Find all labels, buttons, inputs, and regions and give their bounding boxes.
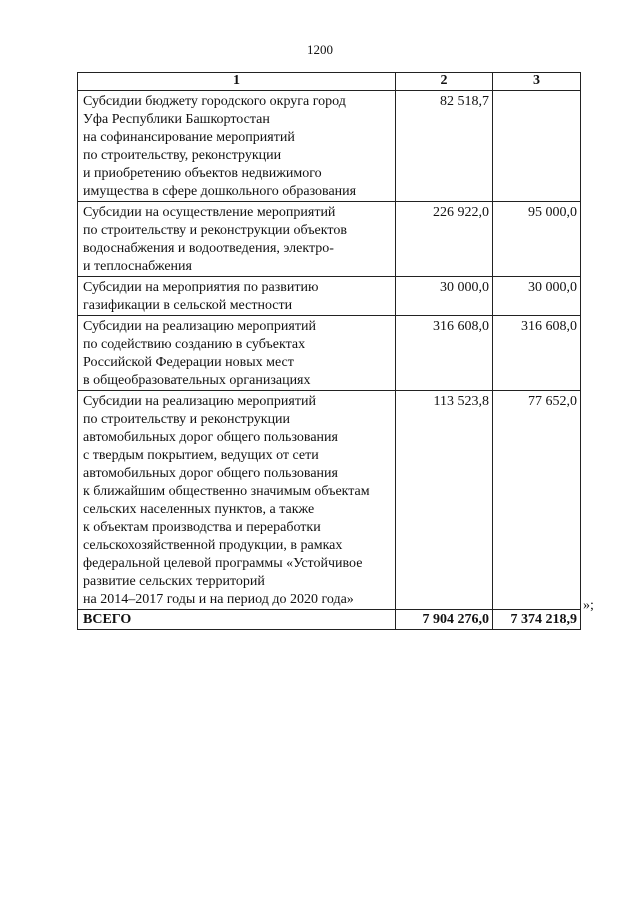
table-row	[78, 391, 581, 610]
row-value-col3	[493, 91, 581, 202]
row-description: Субсидии на реализацию мероприятий по содействию созданию в субъектах Российской Федерации новых мест в общеобразовательных организациях	[78, 316, 396, 391]
row-value-col2: 226 922,0	[396, 202, 493, 277]
table-row	[78, 202, 581, 277]
row-description: Субсидии на реализацию мероприятий по строительству и реконструкции автомобильных дорог общего пользования с твердым покрытием, ведущих от сети автомобильных дорог общего пользования к ближайшим общественно значимым объектам сельских населенных пунктов, а также к объектам производства и переработки сельскохозяйственной продукции, в рамках федеральной целевой программы «Устойчивое развитие сельских территорий на 2014–2017 годы и на период до 2020 года»	[78, 391, 396, 610]
page-number: 1200	[307, 42, 333, 57]
row-value-col3: 77 652,0	[493, 391, 581, 610]
table-row	[78, 91, 581, 202]
row-value-col3: 30 000,0	[493, 277, 581, 316]
subsidies-table	[77, 72, 581, 630]
total-value-col3: 7 374 218,9	[493, 610, 581, 630]
row-value-col2: 82 518,7	[396, 91, 493, 202]
header-col-1: 1	[78, 73, 396, 91]
row-description: Субсидии на осуществление мероприятий по строительству и реконструкции объектов водоснабжения и водоотведения, электро- и теплоснабжения	[78, 202, 396, 277]
row-description: Субсидии бюджету городского округа город Уфа Республики Башкортостан на софинансирование мероприятий по строительству, реконструкции и приобретению объектов недвижимого имущества в сфере дошкольного образования	[78, 91, 396, 202]
row-value-col3: 95 000,0	[493, 202, 581, 277]
total-label: ВСЕГО	[78, 610, 396, 630]
header-col-3: 3	[493, 73, 581, 91]
row-value-col3: 316 608,0	[493, 316, 581, 391]
row-value-col2: 316 608,0	[396, 316, 493, 391]
row-value-col2: 30 000,0	[396, 277, 493, 316]
header-col-2: 2	[396, 73, 493, 91]
row-description: Субсидии на мероприятия по развитию газификации в сельской местности	[78, 277, 396, 316]
total-row	[78, 610, 581, 630]
table-row	[78, 316, 581, 391]
closing-quote-mark: »;	[583, 598, 594, 613]
total-value-col2: 7 904 276,0	[396, 610, 493, 630]
table-header-row	[78, 73, 581, 91]
row-value-col2: 113 523,8	[396, 391, 493, 610]
table-row	[78, 277, 581, 316]
